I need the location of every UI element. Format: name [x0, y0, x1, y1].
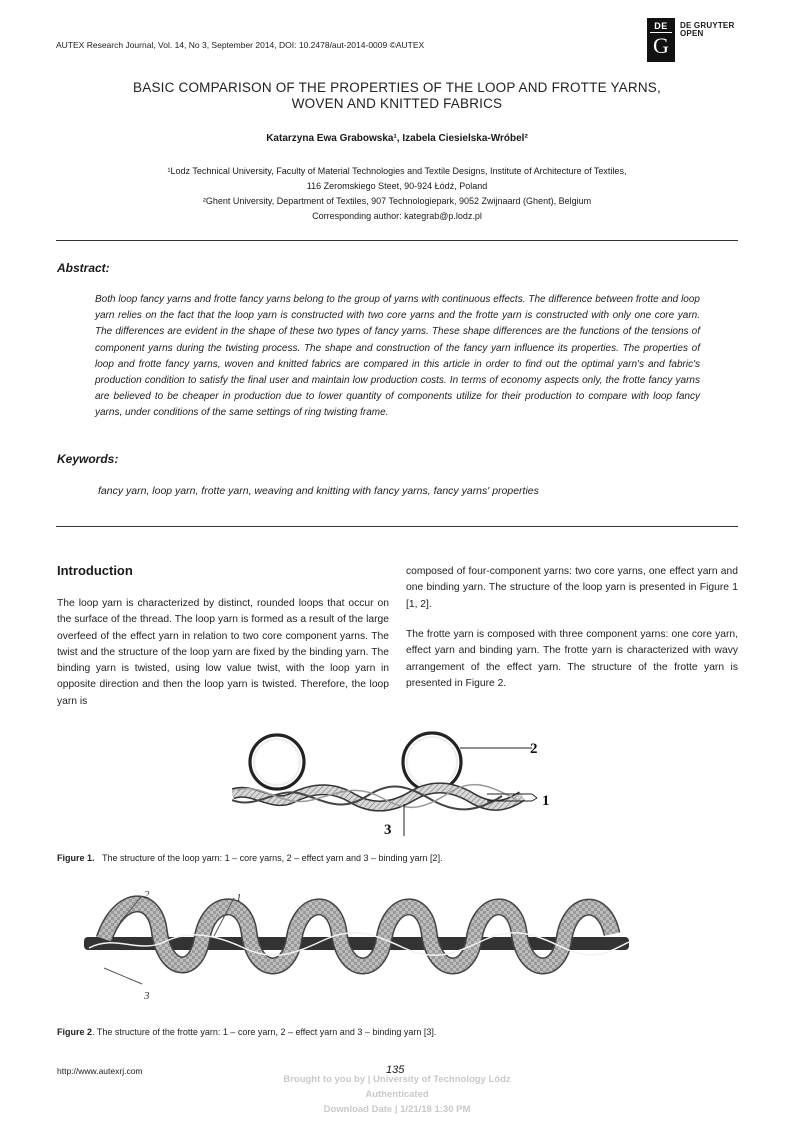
intro-paragraph-left: The loop yarn is characterized by distinct, rounded loops that occur on the surface of the thread. The loop yarn is formed as a result of the large overfeed of the effect yarn in relation to two core component yarns. The twist and the structure of the loop yarn are fixed by the binding yarn. The binding yarn is twisted, using low value twist, with the loop yarn in opposite direction and then the loop yarn is twisted. Therefore, the loop yarn is: [57, 598, 389, 707]
figure-2-label-2: 2: [144, 889, 150, 901]
affiliations: [60, 164, 734, 224]
affiliation-1: ¹Lodz Technical University, Faculty of Material Technologies and Textile Designs, Institute of Architecture of Textiles,: [167, 166, 627, 176]
figure-2-frotte-yarn-image: [84, 884, 644, 1012]
abstract-heading: Abstract:: [57, 261, 110, 275]
corresponding-author: Corresponding author: kategrab@p.lodz.pl: [312, 211, 482, 221]
logo-g: G: [653, 33, 669, 58]
keywords-text: fancy yarn, loop yarn, frotte yarn, weaving and knitting with fancy yarns, fancy yarns' properties: [98, 485, 539, 497]
keywords-heading: Keywords:: [57, 452, 119, 466]
intro-heading: Introduction: [57, 563, 133, 578]
figure-1-label-1: 1: [542, 793, 550, 809]
logo-de: DE: [654, 21, 668, 31]
footer-url: http://www.autexrj.com: [57, 1066, 143, 1076]
journal-citation: AUTEX Research Journal, Vol. 14, No 3, September 2014, DOI: 10.2478/aut-2014-0009 ©AUTEX: [56, 40, 425, 50]
page-number: 135: [386, 1064, 405, 1076]
affiliation-2: ²Ghent University, Department of Textiles, 907 Technologiepark, 9052 Zwijnaard (Ghent), Belgium: [202, 196, 592, 206]
abstract-text: Both loop fancy yarns and frotte fancy yarns belong to the group of yarns with continuous effects. The difference between frotte and loop yarn relies on the fact that the loop yarn is constructed with two core yarns and the frotte yarn is constructed with only one core yarn. The differences are evident in the shape of these two types of fancy yarns. These shape differences are the functions of the tensions of component yarns during the twisting process. The shape and construction of the fancy yarn influence its properties. The properties of loop and frotte fancy yarns, woven and knitted fabrics are compared in this article in order to find out the optimal yarn's and fabric's production condition to satisfy the final user and maintain low production costs. In terms of economy aspects only, the frotte fancy yarns are believed to be cheaper in production due to lower quantity of components utilize for their production to compare with loop fancy yarns, under conditions of the same settings of ring twisting frame.: [95, 294, 700, 419]
divider: [56, 526, 738, 527]
publisher-name: DE GRUYTER OPEN: [680, 21, 735, 38]
figure-1-caption: Figure 1. The structure of the loop yarn: 1 – core yarns, 2 – effect yarn and 3 – binding yarn [2].: [57, 853, 443, 863]
divider: [56, 240, 738, 241]
intro-paragraph-right-1: composed of four-component yarns: two core yarns, one effect yarn and one binding yarn. The structure of the loop yarn is presented in Figure 1 [1, 2].: [406, 566, 738, 610]
publisher-logo: [647, 18, 675, 62]
figure-1-loop-yarn-image: [232, 724, 562, 848]
authors: Katarzyna Ewa Grabowska¹, Izabela Ciesielska-Wróbel²: [266, 133, 528, 144]
paper-title: BASIC COMPARISON OF THE PROPERTIES OF THE LOOP AND FROTTE YARNS, WOVEN AND KNITTED FABRICS: [133, 80, 661, 111]
figure-1-label-2: 2: [530, 741, 538, 757]
figure-2-caption: Figure 2. The structure of the frotte yarn: 1 – core yarn, 2 – effect yarn and 3 – binding yarn [3].: [57, 1027, 437, 1037]
figure-2-label-1: 1: [236, 892, 242, 904]
figure-1-label-3: 3: [384, 822, 392, 838]
affiliation-1-address: 116 Zeromskiego Steet, 90-924 Łódź, Poland: [306, 181, 488, 191]
download-watermark: Brought to you by | University of Technology Lódz Authenticated Download Date | 1/21/18 1:30 PM: [283, 1074, 511, 1115]
figure-2-label-3: 3: [144, 990, 150, 1002]
intro-paragraph-right-2: The frotte yarn is composed with three component yarns: one core yarn, effect yarn and binding yarn. The frotte yarn is characterized with wavy arrangement of the effect yarn. The structure of the frotte yarn is presented in Figure 2.: [406, 629, 738, 689]
